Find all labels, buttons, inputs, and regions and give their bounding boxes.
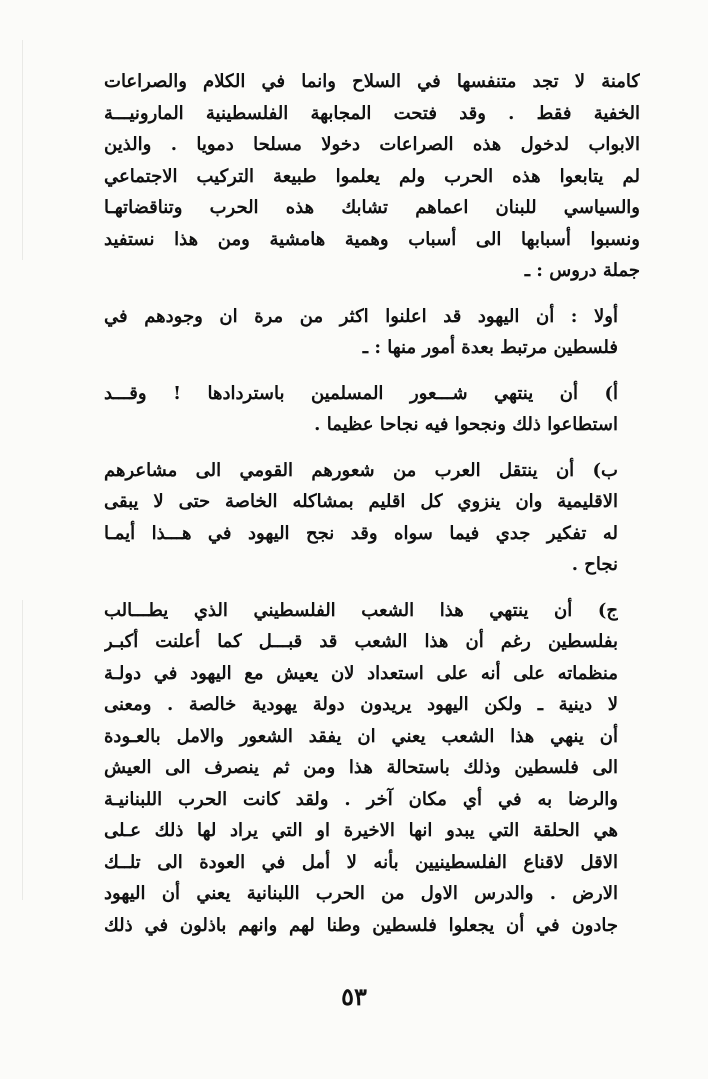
text-line: ونسبوا أسبابها الى أسباب وهمية هامشية ومن هذا نستفيد	[104, 228, 640, 250]
paragraph-gap	[104, 364, 640, 378]
text-line: الابواب لدخول هذه الصراعات دخولا مسلحا دمويا . والذين	[104, 134, 640, 155]
text-line: الى فلسطين وذلك باستحالة هذا ومن ثم ينصرف الى العيش	[104, 757, 618, 778]
text-line: والسياسي للبنان اعماهم تشابك هذه الحرب وتناقضاتهـا	[104, 197, 640, 218]
text-line: فلسطين مرتبط بعدة أمور منها : ـ	[362, 337, 618, 358]
text-line: أ) أن ينتهي شـــعور المسلمين باستردادها ! وقـــد	[104, 382, 618, 404]
text-line: جادون في أن يجعلوا فلسطين وطنا لهم وانهم باذلون في ذلك	[104, 914, 618, 936]
text-line: بفلسطين رغم أن هذا الشعب قد قبـــل كما أعلنت أكبـر	[104, 631, 618, 652]
text-line: لم يتابعوا هذه الحرب ولم يعلموا طبيعة التركيب الاجتماعي	[104, 165, 640, 187]
text-line: نجاح .	[571, 554, 618, 575]
text-line: هي الحلقة التي يبدو انها الاخيرة او التي يراد لها ذلك عـلى	[104, 820, 618, 841]
paragraph	[104, 455, 640, 581]
text-line: منظماته على أنه على استعداد لان يعيش مع اليهود في دولـة	[104, 662, 618, 684]
text-line: الخفية فقط . وقد فتحت المجابهة الفلسطينية المارونيـــة	[104, 102, 640, 124]
text-line: ب) أن ينتقل العرب من شعورهم القومي الى مشاعرهم	[104, 459, 618, 481]
page-edge-shadow	[22, 600, 23, 900]
paragraph-gap	[104, 441, 640, 455]
paragraph	[104, 66, 640, 287]
text-line: له تفكير جدي فيما سواه وقد نجح اليهود في هـــذا أيمـا	[104, 522, 618, 544]
text-line: الارض . والدرس الاول من الحرب اللبنانية يعني أن اليهود	[104, 883, 618, 904]
paragraph	[104, 301, 640, 364]
paragraph-gap	[104, 581, 640, 595]
text-line: لا دينية ـ ولكن اليهود يريدون دولة يهودية خالصة . ومعنى	[104, 694, 618, 715]
text-line: جملة دروس : ـ	[524, 260, 640, 281]
text-line: الاقل لاقناع الفلسطينيين بأنه لا أمل في العودة الى تلــك	[104, 851, 618, 873]
paragraph-gap	[104, 287, 640, 301]
paragraph	[104, 378, 640, 441]
text-line: كامنة لا تجد متنفسها في السلاح وانما في الكلام والصراعات	[104, 71, 640, 92]
page-number: ٥٣	[341, 982, 367, 1011]
text-line: أن ينهي هذا الشعب يعني ان يفقد الشعور والامل بالعـودة	[104, 725, 618, 747]
page-body	[104, 66, 640, 941]
text-line: الاقليمية وان ينزوي كل اقليم بمشاكله الخاصة حتى لا يبقى	[104, 491, 618, 512]
text-line: أولا : أن اليهود قد اعلنوا اكثر من مرة ان وجودهم في	[104, 305, 618, 327]
text-line: استطاعوا ذلك ونجحوا فيه نجاحا عظيما .	[314, 414, 618, 435]
text-line: ج) أن ينتهي هذا الشعب الفلسطيني الذي يطـــالب	[104, 599, 618, 621]
paragraph	[104, 595, 640, 942]
page-edge-shadow	[22, 40, 23, 260]
text-line: والرضا به في أي مكان آخر . ولقد كانت الحرب اللبنانيـة	[104, 788, 618, 810]
